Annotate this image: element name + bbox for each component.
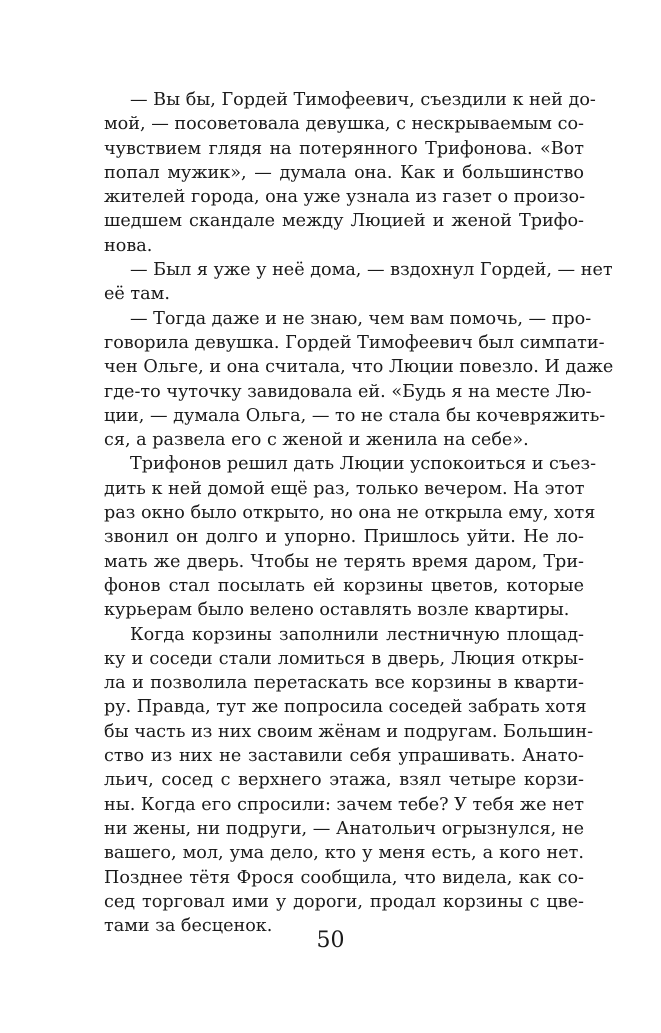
text-line: — Тогда даже и не знаю, чем вам помочь, — про- — [130, 308, 592, 329]
text-line: попал мужик», — думала она. Как и большинство — [104, 162, 584, 183]
text-line: бы часть из них своим жёнам и подругам. Большин- — [104, 721, 594, 742]
text-line: звонил он долго и упорно. Пришлось уйти. Не ло- — [104, 527, 584, 548]
text-line: сед торговал ими у дороги, продал корзины с цве- — [104, 891, 584, 912]
text-line: Позднее тётя Фрося сообщила, что видела, как со- — [104, 867, 584, 888]
text-line: где-то чуточку завидовала ей. «Будь я на месте Лю- — [104, 381, 592, 402]
text-line: ся, а развела его с женой и женила на себе». — [104, 430, 529, 451]
text-line: ку и соседи стали ломиться в дверь, Люция откры- — [104, 648, 584, 669]
text-line: мой, — посоветовала девушка, с нескрываемым со- — [104, 114, 584, 135]
page-number: 50 — [316, 928, 345, 953]
body-text — [104, 88, 614, 938]
text-line: дить к ней домой ещё раз, только вечером. На этот — [104, 478, 585, 499]
text-line: — Вы бы, Гордей Тимофеевич, съездили к ней до- — [130, 90, 596, 110]
text-line: нова. — [104, 235, 153, 256]
text-line: ла и позволила перетаскать все корзины в кварти- — [104, 673, 584, 694]
text-line: курьерам было велено оставлять возле квартиры. — [104, 600, 570, 621]
text-line: Когда корзины заполнили лестничную площад- — [130, 624, 584, 645]
text-line: тами за бесценок. — [104, 916, 273, 937]
text-line: раз окно было открыто, но она не открыла ему, хотя — [104, 503, 596, 524]
text-line: жителей города, она уже узнала из газет о произо- — [104, 187, 586, 208]
text-line: — Был я уже у неё дома, — вздохнул Гордей, — нет — [130, 260, 613, 281]
text-line: её там. — [104, 284, 170, 305]
text-line: вашего, мол, ума дело, кто у меня есть, а кого нет. — [104, 843, 584, 864]
text-line: ни жены, ни подруги, — Анатольич огрызнулся, не — [104, 818, 584, 839]
text-line: ны. Когда его спросили: зачем тебе? У тебя же нет — [104, 794, 584, 815]
text-line: льич, сосед с верхнего этажа, взял четыре корзи- — [104, 770, 584, 791]
text-line: чувствием глядя на потерянного Трифонова. «Вот — [104, 138, 584, 159]
text-line: мать же дверь. Чтобы не терять время даром, Три- — [104, 551, 584, 572]
text-line: говорила девушка. Гордей Тимофеевич был симпати- — [104, 332, 605, 353]
text-line: шедшем скандале между Люцией и женой Трифо- — [104, 211, 584, 232]
text-line: Трифонов решил дать Люции успокоиться и съез- — [130, 454, 597, 475]
text-line: фонов стал посылать ей корзины цветов, которые — [104, 575, 584, 596]
text-line: ции, — думала Ольга, — то не стала бы кочевряжить- — [104, 405, 606, 426]
text-line: ство из них не заставили себя упрашивать. Анато- — [104, 746, 584, 767]
text-line: ру. Правда, тут же попросила соседей забрать хотя — [104, 697, 587, 718]
text-line: чен Ольге, и она считала, что Люции повезло. И даже — [104, 357, 614, 378]
